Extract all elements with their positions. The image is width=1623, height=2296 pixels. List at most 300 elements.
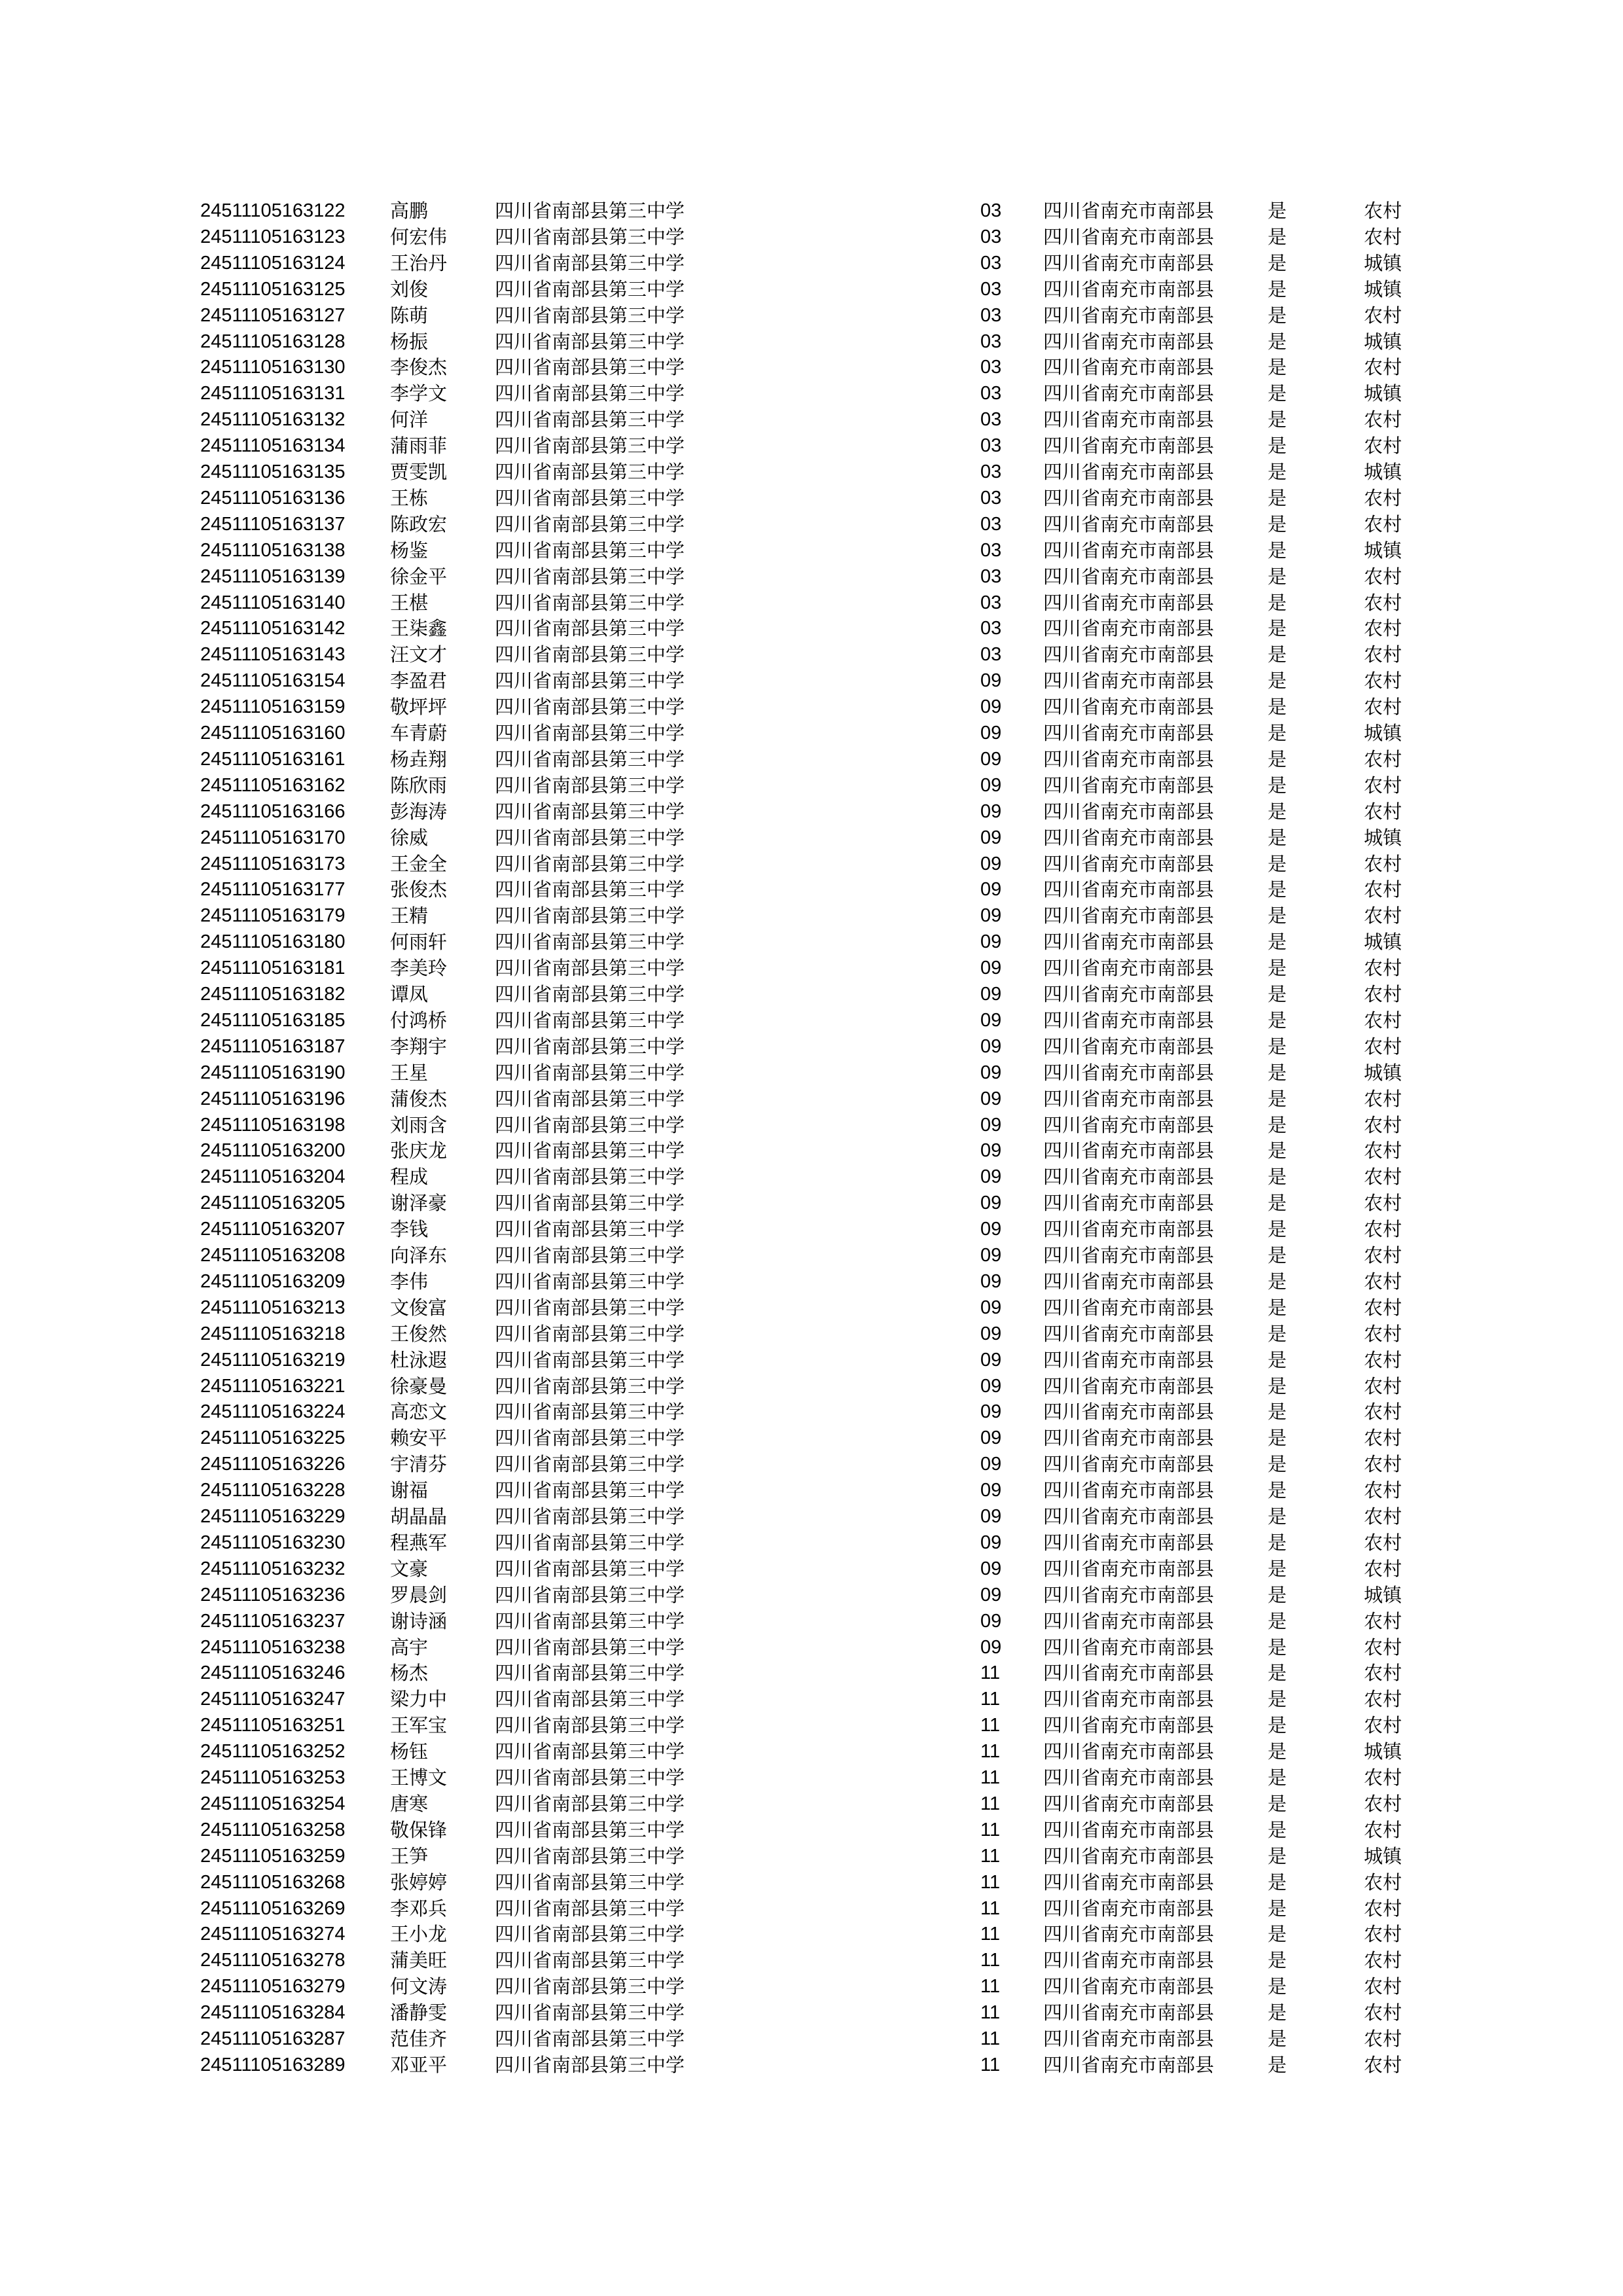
flag-cell: 是 (1268, 1192, 1287, 1215)
student-id-cell: 24511105163190 (200, 1062, 346, 1083)
student-name-cell: 谢泽豪 (390, 1192, 448, 1215)
flag-cell: 是 (1268, 1218, 1287, 1241)
student-name-cell: 罗晨剑 (390, 1583, 448, 1606)
class-code-cell: 09 (980, 696, 1002, 718)
school-cell: 四川省南部县第三中学 (495, 670, 685, 692)
table-row (0, 1373, 1623, 1399)
school-cell: 四川省南部县第三中学 (495, 1401, 685, 1424)
flag-cell: 是 (1268, 1453, 1287, 1476)
student-id-cell: 24511105163143 (200, 644, 346, 666)
residence-type-cell: 农村 (1364, 1218, 1402, 1241)
residence-type-cell: 农村 (1364, 1035, 1402, 1058)
student-id-cell: 24511105163208 (200, 1245, 346, 1266)
student-id-cell: 24511105163259 (200, 1845, 346, 1867)
student-name-cell: 杨振 (390, 330, 429, 353)
school-cell: 四川省南部县第三中学 (495, 1035, 685, 1058)
student-id-cell: 24511105163135 (200, 461, 346, 482)
school-cell: 四川省南部县第三中学 (495, 1009, 685, 1031)
school-cell: 四川省南部县第三中学 (495, 1609, 685, 1632)
student-name-cell: 王俊然 (390, 1322, 448, 1345)
student-name-cell: 李盈君 (390, 670, 448, 692)
residence-type-cell: 农村 (1364, 852, 1402, 875)
student-id-cell: 24511105163177 (200, 879, 346, 901)
flag-cell: 是 (1268, 696, 1287, 719)
region-cell: 四川省南充市南部县 (1043, 1505, 1215, 1528)
residence-type-cell: 农村 (1364, 1609, 1402, 1632)
flag-cell: 是 (1268, 1009, 1287, 1031)
region-cell: 四川省南充市南部县 (1043, 1767, 1215, 1789)
table-row (0, 720, 1623, 746)
student-name-cell: 杨杰 (390, 1662, 429, 1685)
region-cell: 四川省南充市南部县 (1043, 591, 1215, 614)
school-cell: 四川省南部县第三中学 (495, 1348, 685, 1371)
school-cell: 四川省南部县第三中学 (495, 1061, 685, 1084)
residence-type-cell: 农村 (1364, 2053, 1402, 2076)
residence-type-cell: 农村 (1364, 1009, 1402, 1031)
student-name-cell: 杨钰 (390, 1740, 429, 1763)
class-code-cell: 03 (980, 409, 1002, 431)
table-row (0, 1608, 1623, 1634)
flag-cell: 是 (1268, 1348, 1287, 1371)
class-code-cell: 09 (980, 1009, 1002, 1031)
class-code-cell: 11 (980, 1924, 1001, 1945)
school-cell: 四川省南部县第三中学 (495, 591, 685, 614)
class-code-cell: 09 (980, 1062, 1002, 1083)
region-cell: 四川省南充市南部县 (1043, 1583, 1215, 1606)
flag-cell: 是 (1268, 1296, 1287, 1319)
residence-type-cell: 农村 (1364, 957, 1402, 980)
residence-type-cell: 农村 (1364, 1244, 1402, 1266)
school-cell: 四川省南部县第三中学 (495, 2053, 685, 2076)
class-code-cell: 09 (980, 1610, 1002, 1632)
student-name-cell: 徐威 (390, 826, 429, 849)
region-cell: 四川省南充市南部县 (1043, 1897, 1215, 1920)
class-code-cell: 09 (980, 984, 1002, 1005)
residence-type-cell: 农村 (1364, 1166, 1402, 1189)
school-cell: 四川省南部县第三中学 (495, 1740, 685, 1763)
residence-type-cell: 城镇 (1364, 826, 1402, 849)
residence-type-cell: 农村 (1364, 1949, 1402, 1972)
student-id-cell: 24511105163182 (200, 984, 346, 1005)
flag-cell: 是 (1268, 408, 1287, 431)
class-code-cell: 03 (980, 592, 1002, 613)
class-code-cell: 09 (980, 800, 1002, 822)
student-id-cell: 24511105163179 (200, 905, 346, 927)
table-row (0, 590, 1623, 616)
flag-cell: 是 (1268, 1505, 1287, 1528)
school-cell: 四川省南部县第三中学 (495, 1087, 685, 1110)
region-cell: 四川省南充市南部县 (1043, 278, 1215, 300)
class-code-cell: 09 (980, 1088, 1002, 1109)
region-cell: 四川省南充市南部县 (1043, 1792, 1215, 1815)
student-id-cell: 24511105163221 (200, 1375, 346, 1397)
table-row (0, 1086, 1623, 1112)
student-name-cell: 高恋文 (390, 1401, 448, 1424)
school-cell: 四川省南部县第三中学 (495, 1767, 685, 1789)
school-cell: 四川省南部县第三中学 (495, 747, 685, 770)
flag-cell: 是 (1268, 1818, 1287, 1841)
student-name-cell: 杨垚翔 (390, 747, 448, 770)
table-row (0, 1347, 1623, 1373)
school-cell: 四川省南部县第三中学 (495, 461, 685, 483)
student-id-cell: 24511105163258 (200, 1819, 346, 1840)
student-name-cell: 张婷婷 (390, 1871, 448, 1893)
student-name-cell: 潘静雯 (390, 2001, 448, 2024)
residence-type-cell: 农村 (1364, 1714, 1402, 1737)
student-id-cell: 24511105163142 (200, 618, 346, 639)
table-row (0, 1268, 1623, 1295)
residence-type-cell: 农村 (1364, 1296, 1402, 1319)
student-id-cell: 24511105163159 (200, 696, 346, 718)
school-cell: 四川省南部县第三中学 (495, 1792, 685, 1815)
table-row (0, 406, 1623, 433)
residence-type-cell: 农村 (1364, 1688, 1402, 1711)
class-code-cell: 09 (980, 1035, 1002, 1057)
student-name-cell: 徐豪曼 (390, 1374, 448, 1397)
table-row (0, 1112, 1623, 1138)
flag-cell: 是 (1268, 356, 1287, 379)
school-cell: 四川省南部县第三中学 (495, 408, 685, 431)
student-id-cell: 24511105163204 (200, 1166, 346, 1188)
student-name-cell: 杜泳遐 (390, 1348, 448, 1371)
region-cell: 四川省南充市南部县 (1043, 2053, 1215, 2076)
table-row (0, 1007, 1623, 1033)
region-cell: 四川省南充市南部县 (1043, 1113, 1215, 1136)
student-id-cell: 24511105163181 (200, 958, 346, 979)
student-name-cell: 文俊富 (390, 1296, 448, 1319)
school-cell: 四川省南部县第三中学 (495, 1113, 685, 1136)
table-row (0, 276, 1623, 302)
residence-type-cell: 城镇 (1364, 1583, 1402, 1606)
flag-cell: 是 (1268, 1113, 1287, 1136)
region-cell: 四川省南充市南部县 (1043, 852, 1215, 875)
student-name-cell: 宇清芬 (390, 1453, 448, 1476)
student-name-cell: 陈欣雨 (390, 774, 448, 797)
school-cell: 四川省南部县第三中学 (495, 1531, 685, 1554)
flag-cell: 是 (1268, 957, 1287, 980)
table-row (0, 981, 1623, 1007)
region-cell: 四川省南充市南部县 (1043, 1923, 1215, 1946)
table-row (0, 825, 1623, 851)
residence-type-cell: 农村 (1364, 1113, 1402, 1136)
class-code-cell: 11 (980, 1976, 1001, 1998)
table-row (0, 2026, 1623, 2052)
student-name-cell: 张俊杰 (390, 878, 448, 901)
student-name-cell: 李俊杰 (390, 356, 448, 379)
flag-cell: 是 (1268, 826, 1287, 849)
class-code-cell: 03 (980, 331, 1002, 352)
region-cell: 四川省南充市南部县 (1043, 1688, 1215, 1711)
student-id-cell: 24511105163124 (200, 252, 346, 274)
region-cell: 四川省南充市南部县 (1043, 2001, 1215, 2024)
region-cell: 四川省南充市南部县 (1043, 304, 1215, 327)
class-code-cell: 09 (980, 931, 1002, 953)
table-row (0, 1843, 1623, 1869)
student-id-cell: 24511105163162 (200, 774, 346, 796)
student-name-cell: 王小龙 (390, 1923, 448, 1946)
student-name-cell: 胡晶晶 (390, 1505, 448, 1528)
residence-type-cell: 农村 (1364, 1374, 1402, 1397)
flag-cell: 是 (1268, 1270, 1287, 1293)
student-id-cell: 24511105163187 (200, 1035, 346, 1057)
residence-type-cell: 农村 (1364, 1897, 1402, 1920)
student-name-cell: 唐寒 (390, 1792, 429, 1815)
region-cell: 四川省南充市南部县 (1043, 565, 1215, 588)
student-name-cell: 李翔宇 (390, 1035, 448, 1058)
school-cell: 四川省南部县第三中学 (495, 905, 685, 927)
student-name-cell: 汪文才 (390, 643, 448, 666)
flag-cell: 是 (1268, 983, 1287, 1005)
region-cell: 四川省南充市南部县 (1043, 1244, 1215, 1266)
table-row (0, 1242, 1623, 1268)
region-cell: 四川省南充市南部县 (1043, 670, 1215, 692)
flag-cell: 是 (1268, 1636, 1287, 1659)
table-row (0, 433, 1623, 459)
student-name-cell: 谢诗涵 (390, 1609, 448, 1632)
class-code-cell: 11 (980, 1767, 1001, 1788)
class-code-cell: 09 (980, 1114, 1002, 1136)
region-cell: 四川省南充市南部县 (1043, 1322, 1215, 1345)
residence-type-cell: 农村 (1364, 2001, 1402, 2024)
region-cell: 四川省南充市南部县 (1043, 774, 1215, 797)
student-id-cell: 24511105163160 (200, 723, 346, 744)
class-code-cell: 03 (980, 644, 1002, 666)
region-cell: 四川省南充市南部县 (1043, 696, 1215, 719)
flag-cell: 是 (1268, 539, 1287, 562)
table-row (0, 1503, 1623, 1530)
class-code-cell: 09 (980, 1584, 1002, 1605)
class-code-cell: 09 (980, 1454, 1002, 1475)
student-name-cell: 王精 (390, 905, 429, 927)
region-cell: 四川省南充市南部县 (1043, 2028, 1215, 2050)
residence-type-cell: 农村 (1364, 1923, 1402, 1946)
school-cell: 四川省南部县第三中学 (495, 304, 685, 327)
table-row (0, 564, 1623, 590)
flag-cell: 是 (1268, 1583, 1287, 1606)
region-cell: 四川省南充市南部县 (1043, 1427, 1215, 1450)
school-cell: 四川省南部县第三中学 (495, 356, 685, 379)
flag-cell: 是 (1268, 931, 1287, 954)
flag-cell: 是 (1268, 1035, 1287, 1058)
student-name-cell: 李钱 (390, 1218, 429, 1241)
student-id-cell: 24511105163166 (200, 800, 346, 822)
residence-type-cell: 农村 (1364, 225, 1402, 248)
class-code-cell: 03 (980, 461, 1002, 482)
student-name-cell: 刘俊 (390, 278, 429, 300)
table-row (0, 876, 1623, 903)
class-code-cell: 09 (980, 1349, 1002, 1371)
student-name-cell: 贾雯凯 (390, 461, 448, 483)
class-code-cell: 03 (980, 487, 1002, 509)
region-cell: 四川省南充市南部县 (1043, 1374, 1215, 1397)
region-cell: 四川省南充市南部县 (1043, 1609, 1215, 1632)
table-row (0, 380, 1623, 406)
student-id-cell: 24511105163196 (200, 1088, 346, 1109)
class-code-cell: 11 (980, 1793, 1001, 1814)
student-name-cell: 范佳齐 (390, 2028, 448, 2050)
flag-cell: 是 (1268, 800, 1287, 823)
class-code-cell: 11 (980, 1845, 1001, 1867)
class-code-cell: 09 (980, 1558, 1002, 1579)
residence-type-cell: 农村 (1364, 1453, 1402, 1476)
residence-type-cell: 农村 (1364, 800, 1402, 823)
table-row (0, 1477, 1623, 1503)
student-name-cell: 王栋 (390, 486, 429, 509)
school-cell: 四川省南部县第三中学 (495, 382, 685, 405)
student-id-cell: 24511105163247 (200, 1689, 346, 1710)
school-cell: 四川省南部县第三中学 (495, 696, 685, 719)
residence-type-cell: 农村 (1364, 1401, 1402, 1424)
class-code-cell: 03 (980, 435, 1002, 457)
school-cell: 四川省南部县第三中学 (495, 852, 685, 875)
class-code-cell: 11 (980, 2002, 1001, 2024)
school-cell: 四川省南部县第三中学 (495, 1897, 685, 1920)
student-id-cell: 24511105163209 (200, 1270, 346, 1292)
student-id-cell: 24511105163252 (200, 1741, 346, 1763)
class-code-cell: 11 (980, 1897, 1001, 1919)
region-cell: 四川省南充市南部县 (1043, 382, 1215, 405)
flag-cell: 是 (1268, 1792, 1287, 1815)
school-cell: 四川省南部县第三中学 (495, 486, 685, 509)
student-id-cell: 24511105163289 (200, 2054, 346, 2075)
residence-type-cell: 农村 (1364, 1871, 1402, 1893)
student-id-cell: 24511105163200 (200, 1140, 346, 1162)
residence-type-cell: 农村 (1364, 1531, 1402, 1554)
residence-type-cell: 农村 (1364, 486, 1402, 509)
class-code-cell: 11 (980, 1950, 1001, 1971)
student-name-cell: 王博文 (390, 1767, 448, 1789)
flag-cell: 是 (1268, 512, 1287, 535)
residence-type-cell: 农村 (1364, 591, 1402, 614)
table-row (0, 955, 1623, 981)
student-name-cell: 谭凤 (390, 983, 429, 1005)
student-name-cell: 程燕军 (390, 1531, 448, 1554)
region-cell: 四川省南充市南部县 (1043, 1166, 1215, 1189)
region-cell: 四川省南充市南部县 (1043, 251, 1215, 274)
table-row (0, 903, 1623, 929)
class-code-cell: 09 (980, 774, 1002, 796)
student-id-cell: 24511105163284 (200, 2002, 346, 2024)
flag-cell: 是 (1268, 1714, 1287, 1737)
residence-type-cell: 城镇 (1364, 1844, 1402, 1867)
flag-cell: 是 (1268, 251, 1287, 274)
table-row (0, 302, 1623, 329)
table-row (0, 851, 1623, 877)
school-cell: 四川省南部县第三中学 (495, 330, 685, 353)
residence-type-cell: 农村 (1364, 1087, 1402, 1110)
student-name-cell: 高宇 (390, 1636, 429, 1659)
region-cell: 四川省南充市南部县 (1043, 747, 1215, 770)
class-code-cell: 09 (980, 1636, 1002, 1658)
flag-cell: 是 (1268, 1087, 1287, 1110)
student-name-cell: 何文涛 (390, 1975, 448, 1998)
class-code-cell: 09 (980, 1375, 1002, 1397)
school-cell: 四川省南部县第三中学 (495, 1270, 685, 1293)
residence-type-cell: 农村 (1364, 1505, 1402, 1528)
class-code-cell: 03 (980, 383, 1002, 404)
class-code-cell: 09 (980, 670, 1002, 692)
residence-type-cell: 农村 (1364, 1975, 1402, 1998)
class-code-cell: 03 (980, 304, 1002, 326)
student-id-cell: 24511105163237 (200, 1610, 346, 1632)
student-id-cell: 24511105163132 (200, 409, 346, 431)
student-id-cell: 24511105163134 (200, 435, 346, 457)
region-cell: 四川省南充市南部县 (1043, 1949, 1215, 1972)
region-cell: 四川省南充市南部县 (1043, 408, 1215, 431)
school-cell: 四川省南部县第三中学 (495, 774, 685, 797)
flag-cell: 是 (1268, 722, 1287, 744)
student-id-cell: 24511105163229 (200, 1506, 346, 1527)
class-code-cell: 09 (980, 1323, 1002, 1344)
table-row (0, 1530, 1623, 1556)
residence-type-cell: 农村 (1364, 696, 1402, 719)
student-name-cell: 李邓兵 (390, 1897, 448, 1920)
region-cell: 四川省南充市南部县 (1043, 905, 1215, 927)
student-name-cell: 李美玲 (390, 957, 448, 980)
class-code-cell: 09 (980, 1193, 1002, 1214)
class-code-cell: 09 (980, 1166, 1002, 1188)
flag-cell: 是 (1268, 1767, 1287, 1789)
table-row (0, 1138, 1623, 1164)
student-name-cell: 敬坪坪 (390, 696, 448, 719)
flag-cell: 是 (1268, 225, 1287, 248)
school-cell: 四川省南部县第三中学 (495, 1427, 685, 1450)
table-row (0, 1451, 1623, 1477)
flag-cell: 是 (1268, 461, 1287, 483)
residence-type-cell: 城镇 (1364, 931, 1402, 954)
school-cell: 四川省南部县第三中学 (495, 200, 685, 222)
student-name-cell: 李学文 (390, 382, 448, 405)
flag-cell: 是 (1268, 330, 1287, 353)
student-id-cell: 24511105163251 (200, 1715, 346, 1736)
table-row (0, 459, 1623, 485)
school-cell: 四川省南部县第三中学 (495, 1166, 685, 1189)
student-id-cell: 24511105163279 (200, 1976, 346, 1998)
student-id-cell: 24511105163253 (200, 1767, 346, 1788)
student-id-cell: 24511105163213 (200, 1297, 346, 1318)
table-row (0, 772, 1623, 798)
region-cell: 四川省南充市南部县 (1043, 1087, 1215, 1110)
school-cell: 四川省南部县第三中学 (495, 1636, 685, 1659)
region-cell: 四川省南充市南部县 (1043, 1975, 1215, 1998)
residence-type-cell: 农村 (1364, 643, 1402, 666)
region-cell: 四川省南充市南部县 (1043, 1061, 1215, 1084)
region-cell: 四川省南充市南部县 (1043, 722, 1215, 744)
flag-cell: 是 (1268, 1557, 1287, 1580)
class-code-cell: 09 (980, 1245, 1002, 1266)
region-cell: 四川省南充市南部县 (1043, 356, 1215, 379)
school-cell: 四川省南部县第三中学 (495, 1505, 685, 1528)
student-name-cell: 蒲俊杰 (390, 1087, 448, 1110)
student-name-cell: 蒲雨菲 (390, 435, 448, 457)
school-cell: 四川省南部县第三中学 (495, 225, 685, 248)
school-cell: 四川省南部县第三中学 (495, 539, 685, 562)
table-row (0, 1791, 1623, 1817)
residence-type-cell: 农村 (1364, 565, 1402, 588)
table-row (0, 1895, 1623, 1922)
class-code-cell: 03 (980, 226, 1002, 247)
region-cell: 四川省南充市南部县 (1043, 1557, 1215, 1580)
region-cell: 四川省南充市南部县 (1043, 1218, 1215, 1241)
school-cell: 四川省南部县第三中学 (495, 1818, 685, 1841)
flag-cell: 是 (1268, 304, 1287, 327)
student-id-cell: 24511105163205 (200, 1193, 346, 1214)
region-cell: 四川省南充市南部县 (1043, 1270, 1215, 1293)
student-id-cell: 24511105163161 (200, 748, 346, 770)
residence-type-cell: 农村 (1364, 1557, 1402, 1580)
table-row (0, 1686, 1623, 1712)
school-cell: 四川省南部县第三中学 (495, 1975, 685, 1998)
